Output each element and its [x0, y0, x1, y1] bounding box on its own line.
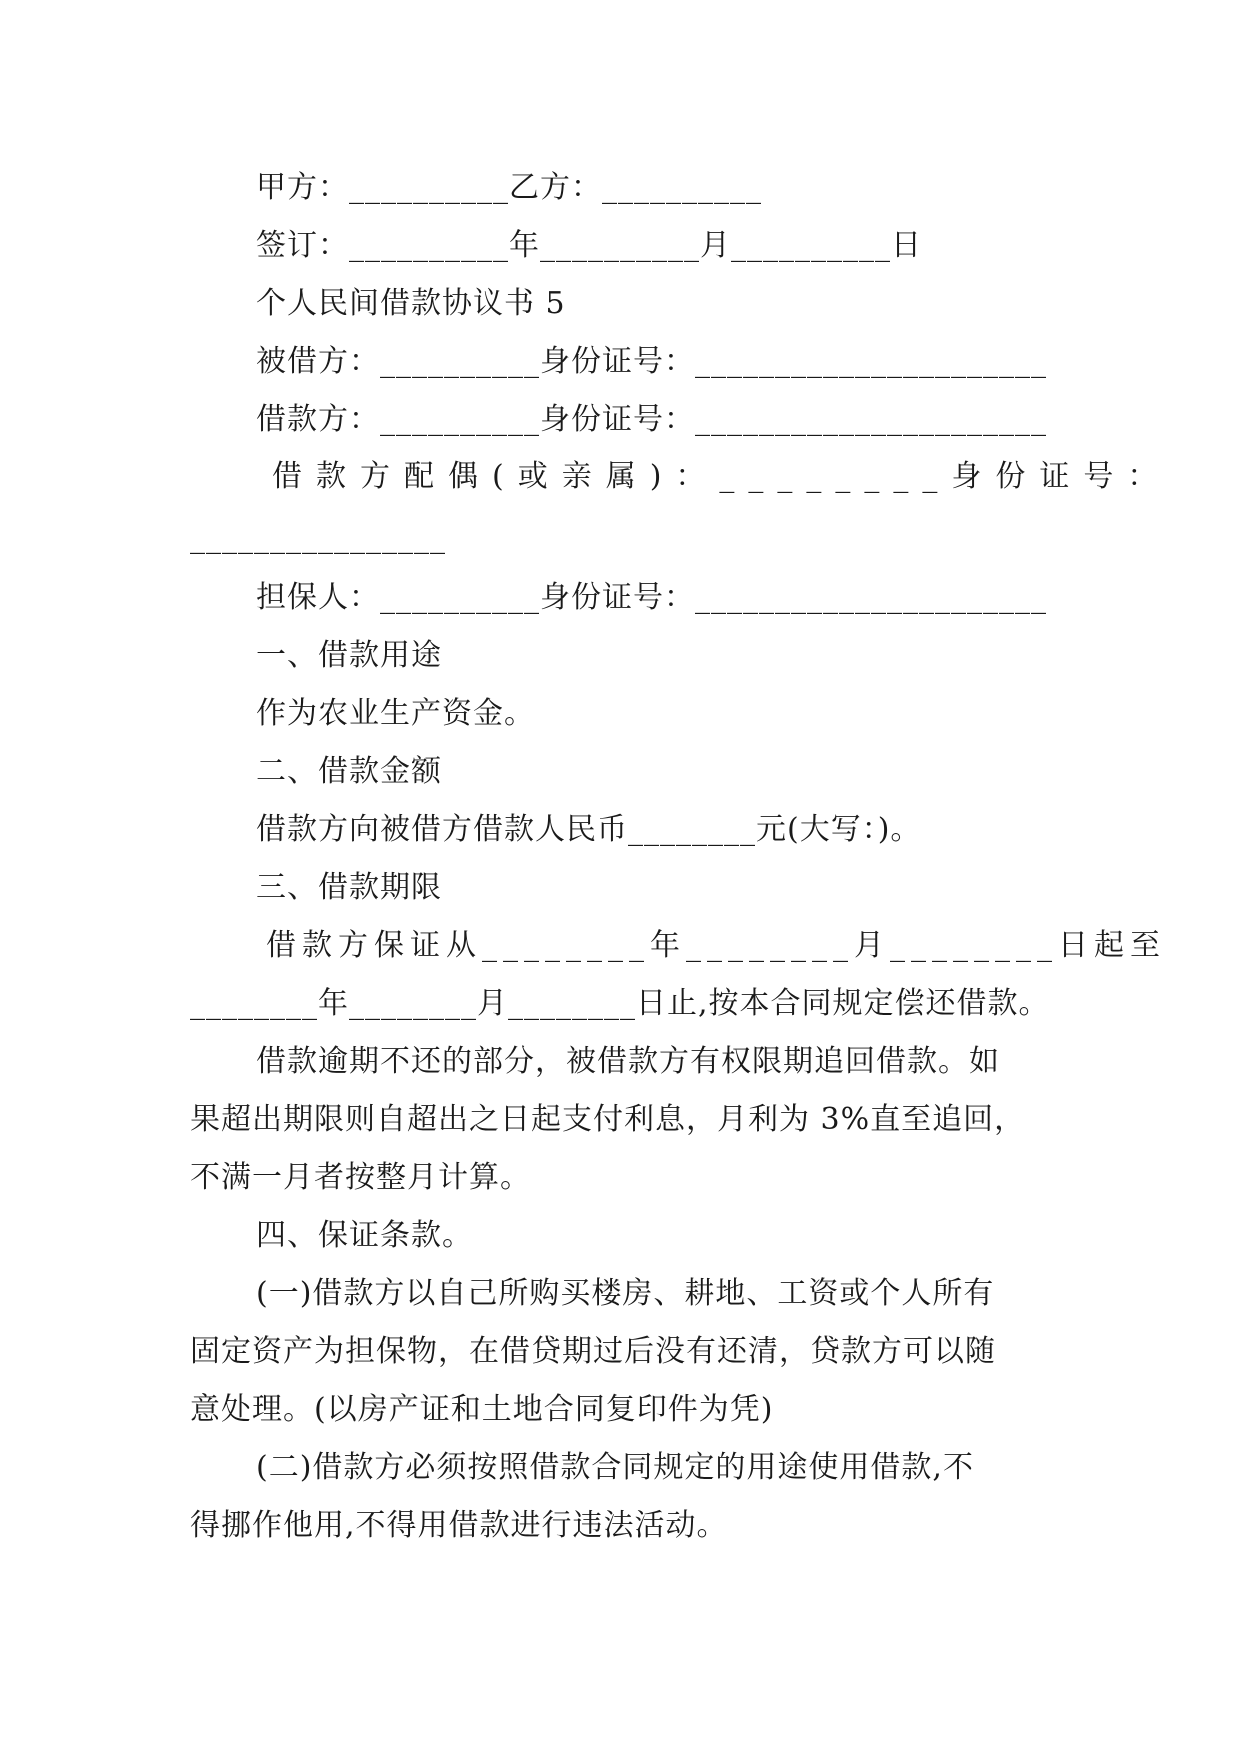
guarantor-line: 担保人：__________身份证号：______________________ [256, 580, 1047, 615]
section-1-body: 作为农业生产资金。 [256, 696, 535, 731]
agreement-title: 个人民间借款协议书 5 [256, 286, 566, 321]
guarantee-clause-2-line-1: (二)借款方必须按照借款合同规定的用途使用借款,不 [256, 1450, 974, 1485]
signing-date-line: 签订：__________年__________月__________日 [256, 228, 922, 263]
section-3-body-2: ________年________月________日止,按本合同规定偿还借款。 [190, 986, 1050, 1021]
guarantee-clause-2-line-2: 得挪作他用,不得用借款进行违法活动。 [190, 1508, 728, 1543]
spouse-line: 借款方配偶(或亲属)：________身份证号： [272, 459, 1172, 494]
spouse-id-blank: ________________ [190, 520, 446, 555]
party-a-b-line: 甲方：__________乙方：__________ [256, 170, 762, 205]
guarantee-clause-1-line-2: 固定资产为担保物，在借贷期过后没有还清，贷款方可以随 [190, 1334, 996, 1369]
lender-line: 借款方：__________身份证号：______________________ [256, 402, 1047, 437]
section-3-heading: 三、借款期限 [256, 870, 442, 905]
borrower-line: 被借方：__________身份证号：______________________ [256, 344, 1047, 379]
guarantee-clause-1-line-1: (一)借款方以自己所购买楼房、耕地、工资或个人所有 [256, 1276, 995, 1311]
section-3-body-1: 借款方保证从________年________月________日起至 [266, 928, 1166, 963]
section-2-body: 借款方向被借方借款人民币________元(大写：)。 [256, 812, 922, 847]
section-2-heading: 二、借款金额 [256, 754, 442, 789]
guarantee-clause-1-line-3: 意处理。(以房产证和土地合同复印件为凭) [190, 1392, 774, 1427]
overdue-paragraph-3: 不满一月者按整月计算。 [190, 1160, 531, 1195]
section-4-heading: 四、保证条款。 [256, 1218, 473, 1253]
section-1-heading: 一、借款用途 [256, 638, 442, 673]
overdue-paragraph-2: 果超出期限则自超出之日起支付利息，月利为 3%直至追回， [190, 1102, 1026, 1137]
overdue-paragraph-1: 借款逾期不还的部分，被借款方有权限期追回借款。如 [256, 1044, 1000, 1079]
